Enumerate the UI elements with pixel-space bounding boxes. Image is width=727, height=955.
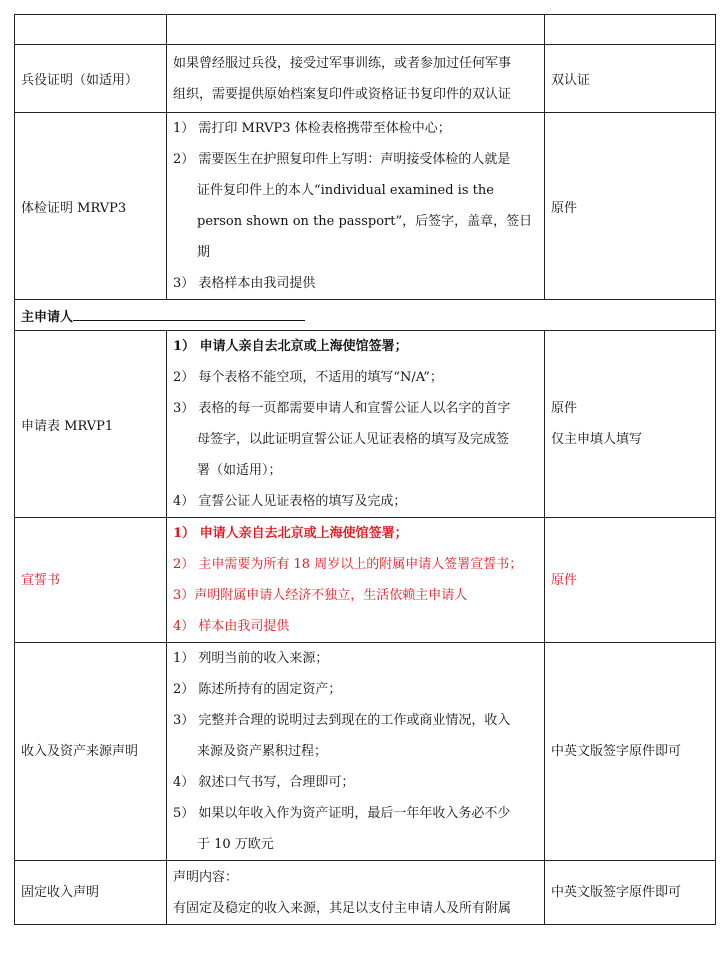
list-item-continued: 署（如适用）； [197, 463, 282, 478]
military-desc-line-1: 如果曾经服过兵役，接受过军事训练，或者参加过任何军事 [173, 55, 512, 71]
list-item: 4） 宣誓公证人见证表格的填写及完成； [173, 494, 407, 509]
cell-label [15, 518, 167, 643]
list-item: 2） 陈述所持有的固定资产； [173, 682, 342, 697]
list-item: 5） 如果以年收入作为资产证明，最后一年年收入务必不少 [173, 806, 511, 821]
medical-note: 原件 [551, 200, 578, 216]
cell-label [15, 861, 167, 925]
list-item: 4） 样本由我司提供 [173, 619, 290, 634]
requirements-table [14, 14, 716, 925]
oath-note: 原件 [551, 572, 578, 588]
fixed-para-2: 有固定及稳定的收入来源，其足以支付主申请人及所有附属 [173, 900, 512, 916]
cell-note [545, 15, 716, 45]
cell-description [167, 15, 545, 45]
list-item: 1） 申请人亲自去北京或上海使馆签署； [173, 339, 408, 354]
list-item: 4） 叙述口气书写，合理即可； [173, 775, 355, 790]
cell-description [167, 518, 545, 643]
cell-label [15, 45, 167, 113]
list-item-continued: 证件复印件上的本人“individual examined is the [197, 183, 494, 198]
income-note: 中英文版签字原件即可 [551, 744, 682, 759]
income-label: 收入及资产来源声明 [21, 744, 139, 759]
military-label: 兵役证明（如适用） [21, 73, 139, 88]
section-header-row [15, 300, 716, 331]
cell-note [545, 45, 716, 113]
list-item: 2） 主申需要为所有 18 周岁以上的附属申请人签署宣誓书； [173, 557, 523, 572]
table-row-fixed-income [15, 861, 716, 925]
section-header [15, 300, 716, 331]
mrvp1-note-2: 仅主申填人填写 [551, 432, 643, 447]
list-item: 2） 需要医生在护照复印件上写明：声明接受体检的人就是 [173, 152, 511, 167]
cell-description [167, 45, 545, 113]
fixed-para-1: 声明内容： [173, 869, 239, 885]
list-item: 3） 完整并合理的说明过去到现在的工作或商业情况，收入 [173, 713, 511, 728]
table-row-mrvp1 [15, 331, 716, 518]
list-item: 3） 表格样本由我司提供 [173, 276, 316, 291]
list-item-continued: 来源及资产累积过程； [197, 744, 328, 759]
cell-description [167, 861, 545, 925]
list-item: 1） 申请人亲自去北京或上海使馆签署； [173, 526, 408, 541]
list-item: 2） 每个表格不能空项，不适用的填写“N/A”； [173, 370, 443, 385]
cell-description [167, 643, 545, 861]
section-title: 主申请人 [21, 309, 74, 325]
cell-label [15, 15, 167, 45]
cell-label [15, 331, 167, 518]
table-row-medical [15, 113, 716, 300]
mrvp1-label: 申请表 MRVP1 [21, 418, 114, 434]
military-note: 双认证 [551, 73, 591, 88]
table-row-oath [15, 518, 716, 643]
cell-label [15, 643, 167, 861]
table-row-income [15, 643, 716, 861]
cell-note [545, 518, 716, 643]
military-desc-line-2: 组织，需要提供原始档案复印件或资格证书复印件的双认证 [173, 86, 512, 102]
oath-label: 宣誓书 [21, 572, 61, 588]
cell-description [167, 331, 545, 518]
cell-note [545, 331, 716, 518]
table-row-military [15, 45, 716, 113]
list-item: 3）声明附属申请人经济不独立，生活依赖主申请人 [173, 588, 468, 603]
cell-note [545, 861, 716, 925]
fixed-label: 固定收入声明 [21, 885, 100, 900]
cell-description [167, 113, 545, 300]
blank-underline [73, 307, 305, 321]
list-item: 3） 表格的每一页都需要申请人和宣誓公证人以名字的首字 [173, 401, 511, 416]
table-row [15, 15, 716, 45]
mrvp1-note-1: 原件 [551, 401, 578, 416]
list-item-continued: 母签字，以此证明宣誓公证人见证表格的填写及完成签 [197, 432, 510, 447]
cell-note [545, 113, 716, 300]
cell-label [15, 113, 167, 300]
list-item-continued: 期 [197, 245, 211, 260]
cell-note [545, 643, 716, 861]
list-item: 1） 需打印 MRVP3 体检表格携带至体检中心； [173, 121, 451, 136]
list-item-continued: 于 10 万欧元 [197, 837, 274, 852]
list-item: 1） 列明当前的收入来源； [173, 651, 329, 666]
list-item-continued: person shown on the passport”，后签字，盖章，签日 [197, 214, 533, 229]
fixed-note: 中英文版签字原件即可 [551, 885, 682, 900]
medical-label: 体检证明 MRVP3 [21, 200, 127, 216]
